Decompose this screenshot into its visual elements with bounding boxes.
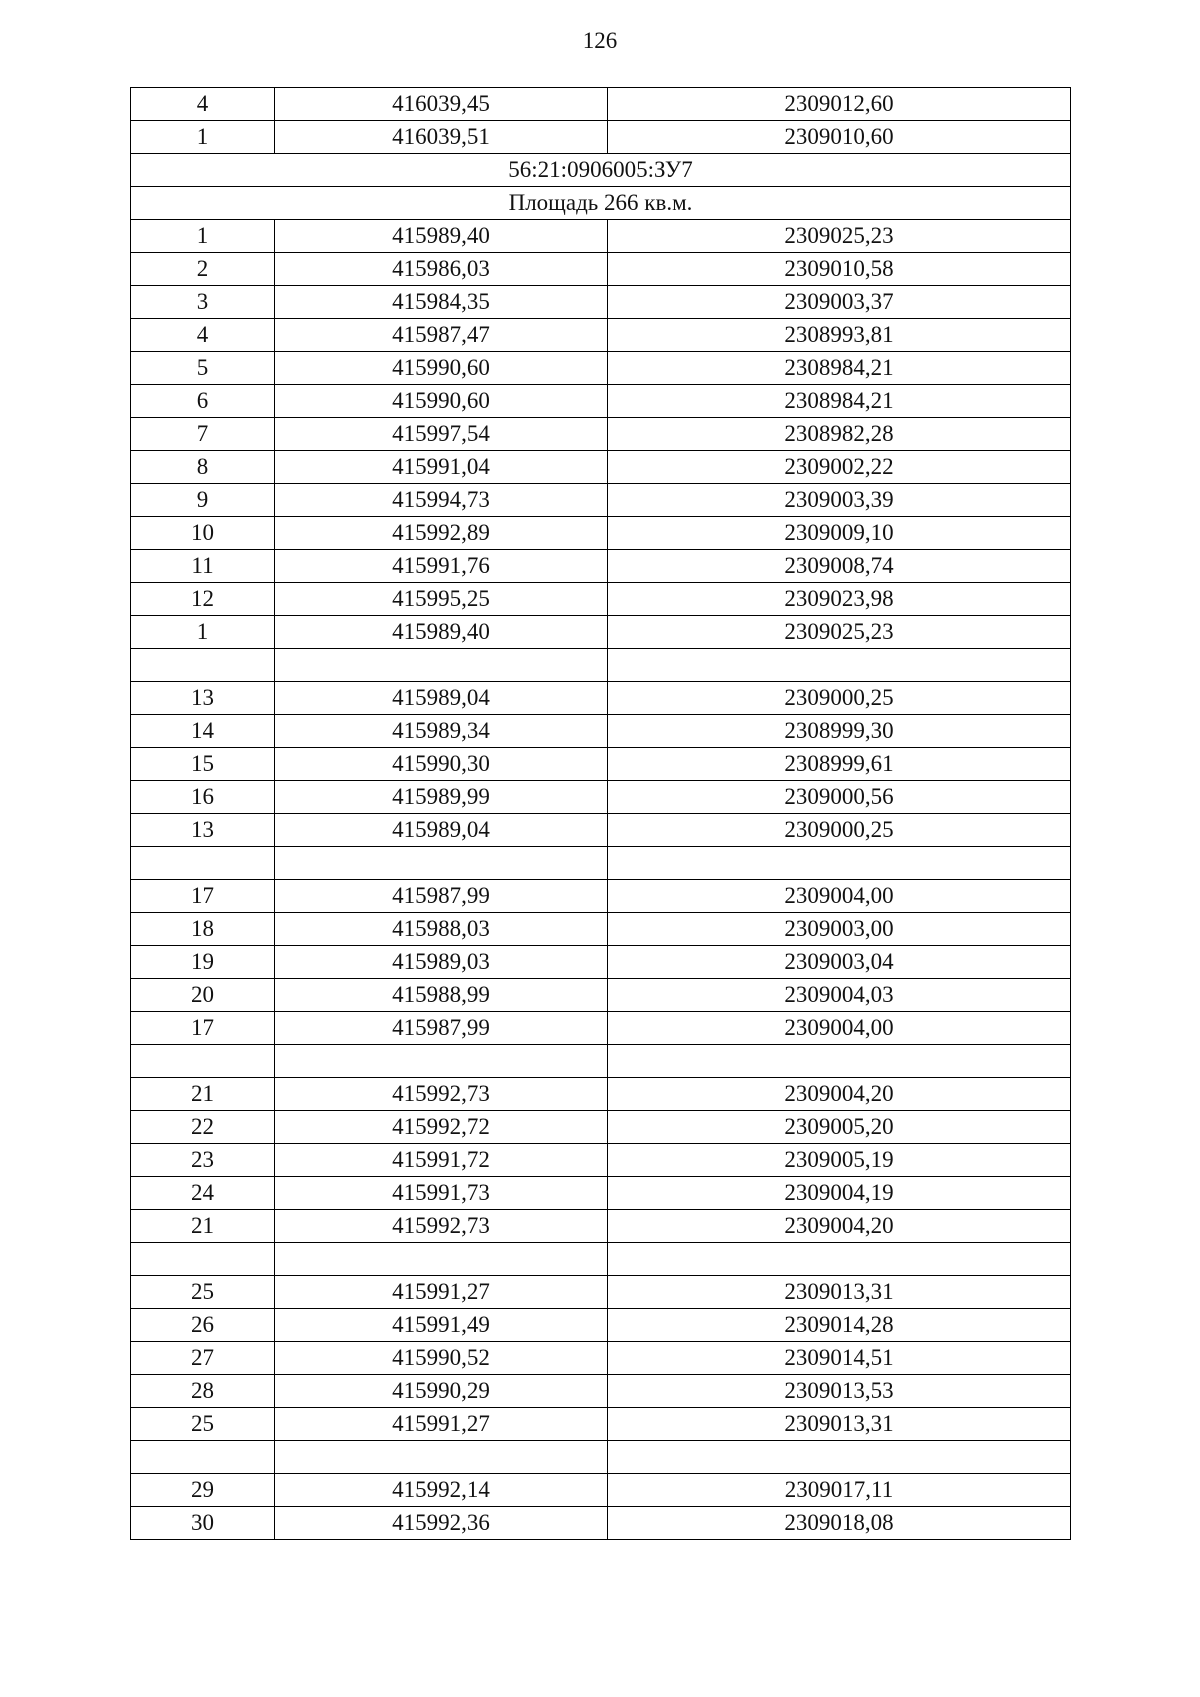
x-coordinate-cell: 415989,40 — [275, 220, 608, 253]
table-row — [131, 1441, 1071, 1474]
x-coordinate-cell: 415997,54 — [275, 418, 608, 451]
point-number-cell: 13 — [131, 682, 275, 715]
x-coordinate-cell: 415990,30 — [275, 748, 608, 781]
y-coordinate-cell: 2309009,10 — [608, 517, 1071, 550]
point-number-cell: 30 — [131, 1507, 275, 1540]
point-number-cell: 4 — [131, 88, 275, 121]
table-row — [131, 550, 1071, 583]
x-coordinate-cell: 415994,73 — [275, 484, 608, 517]
x-coordinate-cell: 415984,35 — [275, 286, 608, 319]
x-coordinate-cell: 415990,60 — [275, 352, 608, 385]
point-number-cell: 6 — [131, 385, 275, 418]
table-row — [131, 1045, 1071, 1078]
y-coordinate-cell: 2309013,31 — [608, 1408, 1071, 1441]
x-coordinate-cell: 415992,89 — [275, 517, 608, 550]
section-header-row — [131, 154, 1071, 187]
point-number-cell: 13 — [131, 814, 275, 847]
point-number-cell — [131, 649, 275, 682]
table-row — [131, 517, 1071, 550]
point-number-cell: 4 — [131, 319, 275, 352]
point-number-cell: 8 — [131, 451, 275, 484]
x-coordinate-cell: 415987,99 — [275, 880, 608, 913]
table-row — [131, 1144, 1071, 1177]
table-row — [131, 220, 1071, 253]
x-coordinate-cell: 416039,45 — [275, 88, 608, 121]
table-row — [131, 583, 1071, 616]
point-number-cell: 5 — [131, 352, 275, 385]
x-coordinate-cell: 415989,99 — [275, 781, 608, 814]
x-coordinate-cell: 415992,14 — [275, 1474, 608, 1507]
y-coordinate-cell: 2309010,60 — [608, 121, 1071, 154]
table-row — [131, 1309, 1071, 1342]
coordinates-table-body — [131, 88, 1071, 1540]
point-number-cell: 7 — [131, 418, 275, 451]
x-coordinate-cell: 415992,73 — [275, 1210, 608, 1243]
table-row — [131, 913, 1071, 946]
point-number-cell: 19 — [131, 946, 275, 979]
x-coordinate-cell: 416039,51 — [275, 121, 608, 154]
table-row — [131, 781, 1071, 814]
point-number-cell: 16 — [131, 781, 275, 814]
table-row — [131, 1210, 1071, 1243]
x-coordinate-cell: 415990,29 — [275, 1375, 608, 1408]
point-number-cell — [131, 1441, 275, 1474]
table-row — [131, 1507, 1071, 1540]
y-coordinate-cell: 2309000,25 — [608, 814, 1071, 847]
point-number-cell: 24 — [131, 1177, 275, 1210]
x-coordinate-cell: 415995,25 — [275, 583, 608, 616]
table-row — [131, 1375, 1071, 1408]
x-coordinate-cell: 415989,04 — [275, 682, 608, 715]
table-row — [131, 385, 1071, 418]
y-coordinate-cell — [608, 1441, 1071, 1474]
y-coordinate-cell: 2309005,19 — [608, 1144, 1071, 1177]
point-number-cell: 1 — [131, 121, 275, 154]
y-coordinate-cell: 2308999,30 — [608, 715, 1071, 748]
table-row — [131, 121, 1071, 154]
y-coordinate-cell: 2309014,28 — [608, 1309, 1071, 1342]
table-row — [131, 1078, 1071, 1111]
point-number-cell: 21 — [131, 1078, 275, 1111]
point-number-cell: 9 — [131, 484, 275, 517]
point-number-cell — [131, 847, 275, 880]
table-row — [131, 451, 1071, 484]
point-number-cell: 22 — [131, 1111, 275, 1144]
section-header-cell: 56:21:0906005:ЗУ7 — [131, 154, 1071, 187]
y-coordinate-cell: 2309014,51 — [608, 1342, 1071, 1375]
point-number-cell: 25 — [131, 1276, 275, 1309]
x-coordinate-cell: 415989,03 — [275, 946, 608, 979]
point-number-cell: 27 — [131, 1342, 275, 1375]
y-coordinate-cell: 2309010,58 — [608, 253, 1071, 286]
x-coordinate-cell: 415991,76 — [275, 550, 608, 583]
y-coordinate-cell: 2309003,00 — [608, 913, 1071, 946]
section-header-cell: Площадь 266 кв.м. — [131, 187, 1071, 220]
x-coordinate-cell: 415987,99 — [275, 1012, 608, 1045]
x-coordinate-cell: 415991,27 — [275, 1276, 608, 1309]
point-number-cell: 21 — [131, 1210, 275, 1243]
table-row — [131, 418, 1071, 451]
point-number-cell — [131, 1045, 275, 1078]
y-coordinate-cell: 2309004,19 — [608, 1177, 1071, 1210]
table-row — [131, 88, 1071, 121]
y-coordinate-cell: 2308984,21 — [608, 385, 1071, 418]
x-coordinate-cell: 415991,49 — [275, 1309, 608, 1342]
y-coordinate-cell: 2309000,56 — [608, 781, 1071, 814]
point-number-cell: 1 — [131, 220, 275, 253]
x-coordinate-cell: 415986,03 — [275, 253, 608, 286]
y-coordinate-cell: 2309004,00 — [608, 1012, 1071, 1045]
coordinates-table — [130, 87, 1071, 1540]
y-coordinate-cell: 2309018,08 — [608, 1507, 1071, 1540]
y-coordinate-cell — [608, 1243, 1071, 1276]
x-coordinate-cell: 415989,04 — [275, 814, 608, 847]
point-number-cell: 14 — [131, 715, 275, 748]
x-coordinate-cell: 415989,34 — [275, 715, 608, 748]
point-number-cell — [131, 1243, 275, 1276]
point-number-cell: 12 — [131, 583, 275, 616]
table-row — [131, 715, 1071, 748]
x-coordinate-cell: 415991,04 — [275, 451, 608, 484]
x-coordinate-cell — [275, 1243, 608, 1276]
x-coordinate-cell: 415990,60 — [275, 385, 608, 418]
point-number-cell: 17 — [131, 880, 275, 913]
point-number-cell: 2 — [131, 253, 275, 286]
y-coordinate-cell: 2309002,22 — [608, 451, 1071, 484]
x-coordinate-cell: 415987,47 — [275, 319, 608, 352]
table-row — [131, 1474, 1071, 1507]
point-number-cell: 28 — [131, 1375, 275, 1408]
y-coordinate-cell: 2309023,98 — [608, 583, 1071, 616]
table-row — [131, 616, 1071, 649]
y-coordinate-cell: 2309017,11 — [608, 1474, 1071, 1507]
x-coordinate-cell — [275, 1045, 608, 1078]
y-coordinate-cell: 2309003,37 — [608, 286, 1071, 319]
x-coordinate-cell: 415989,40 — [275, 616, 608, 649]
table-row — [131, 748, 1071, 781]
table-row — [131, 319, 1071, 352]
table-row — [131, 1111, 1071, 1144]
table-row — [131, 1342, 1071, 1375]
table-row — [131, 1276, 1071, 1309]
y-coordinate-cell — [608, 847, 1071, 880]
y-coordinate-cell: 2309025,23 — [608, 616, 1071, 649]
table-row — [131, 880, 1071, 913]
x-coordinate-cell: 415991,73 — [275, 1177, 608, 1210]
x-coordinate-cell: 415991,27 — [275, 1408, 608, 1441]
x-coordinate-cell: 415992,72 — [275, 1111, 608, 1144]
table-row — [131, 1408, 1071, 1441]
table-row — [131, 1177, 1071, 1210]
y-coordinate-cell: 2308982,28 — [608, 418, 1071, 451]
y-coordinate-cell: 2309004,20 — [608, 1078, 1071, 1111]
table-row — [131, 352, 1071, 385]
y-coordinate-cell: 2309003,04 — [608, 946, 1071, 979]
x-coordinate-cell: 415991,72 — [275, 1144, 608, 1177]
y-coordinate-cell: 2309004,20 — [608, 1210, 1071, 1243]
point-number-cell: 25 — [131, 1408, 275, 1441]
y-coordinate-cell: 2309025,23 — [608, 220, 1071, 253]
point-number-cell: 11 — [131, 550, 275, 583]
table-row — [131, 1243, 1071, 1276]
point-number-cell: 26 — [131, 1309, 275, 1342]
y-coordinate-cell — [608, 649, 1071, 682]
x-coordinate-cell: 415992,36 — [275, 1507, 608, 1540]
x-coordinate-cell: 415988,99 — [275, 979, 608, 1012]
y-coordinate-cell: 2309005,20 — [608, 1111, 1071, 1144]
point-number-cell: 3 — [131, 286, 275, 319]
y-coordinate-cell — [608, 1045, 1071, 1078]
table-row — [131, 649, 1071, 682]
y-coordinate-cell: 2309008,74 — [608, 550, 1071, 583]
y-coordinate-cell: 2309004,03 — [608, 979, 1071, 1012]
x-coordinate-cell: 415992,73 — [275, 1078, 608, 1111]
point-number-cell: 1 — [131, 616, 275, 649]
table-row — [131, 286, 1071, 319]
table-row — [131, 946, 1071, 979]
point-number-cell: 20 — [131, 979, 275, 1012]
x-coordinate-cell — [275, 847, 608, 880]
section-header-row — [131, 187, 1071, 220]
point-number-cell: 15 — [131, 748, 275, 781]
y-coordinate-cell: 2309012,60 — [608, 88, 1071, 121]
point-number-cell: 17 — [131, 1012, 275, 1045]
y-coordinate-cell: 2308993,81 — [608, 319, 1071, 352]
y-coordinate-cell: 2309004,00 — [608, 880, 1071, 913]
point-number-cell: 10 — [131, 517, 275, 550]
y-coordinate-cell: 2308999,61 — [608, 748, 1071, 781]
table-row — [131, 682, 1071, 715]
table-row — [131, 253, 1071, 286]
point-number-cell: 29 — [131, 1474, 275, 1507]
table-row — [131, 484, 1071, 517]
table-row — [131, 847, 1071, 880]
x-coordinate-cell — [275, 649, 608, 682]
page-number: 126 — [582, 28, 618, 53]
table-row — [131, 1012, 1071, 1045]
y-coordinate-cell: 2308984,21 — [608, 352, 1071, 385]
x-coordinate-cell: 415988,03 — [275, 913, 608, 946]
point-number-cell: 18 — [131, 913, 275, 946]
x-coordinate-cell: 415990,52 — [275, 1342, 608, 1375]
x-coordinate-cell — [275, 1441, 608, 1474]
point-number-cell: 23 — [131, 1144, 275, 1177]
y-coordinate-cell: 2309013,53 — [608, 1375, 1071, 1408]
y-coordinate-cell: 2309003,39 — [608, 484, 1071, 517]
y-coordinate-cell: 2309000,25 — [608, 682, 1071, 715]
table-row — [131, 979, 1071, 1012]
y-coordinate-cell: 2309013,31 — [608, 1276, 1071, 1309]
table-row — [131, 814, 1071, 847]
